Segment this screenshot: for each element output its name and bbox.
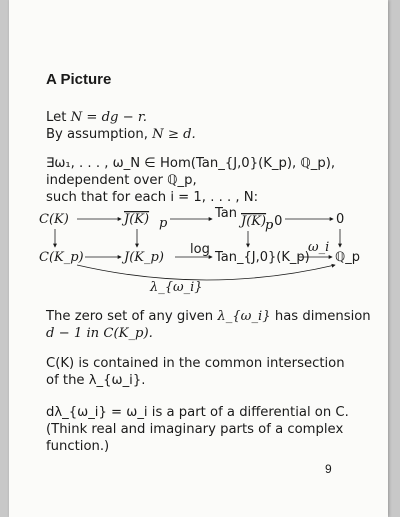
slide-title: A Picture xyxy=(46,71,112,88)
text-line-1: Let N = dg − r. xyxy=(46,110,147,125)
para3-line2: (Think real and imaginary parts of a complex xyxy=(46,422,344,437)
para3-line1: dλ_{ω_i} = ω_i is a part of a differential on C. xyxy=(46,405,349,420)
text-line-3: ∃ω₁, . . . , ω_N ∈ Hom(Tan_{J,0}(K_p), ℚ_p), xyxy=(46,156,336,171)
diagram-top-left: C(K) xyxy=(39,212,69,227)
slide-page xyxy=(9,0,388,517)
diagram-top-right-sub: J(K) xyxy=(241,214,267,229)
arrow-lambda-curve xyxy=(77,265,335,280)
diagram-top-end: 0 xyxy=(336,212,345,227)
diagram-lambda-label: λ_{ω_i} xyxy=(150,280,203,295)
diagram-bot-end: ℚ_p xyxy=(335,250,360,265)
diagram-log-label: log xyxy=(190,242,210,257)
text-line-4: independent over ℚ_p, xyxy=(46,173,197,188)
diagram-bot-right: Tan_{J,0}(K_p) xyxy=(215,250,310,265)
diagram-top-right-zero-sub: ,0 xyxy=(270,214,283,229)
page-number: 9 xyxy=(325,462,332,476)
commutative-diagram xyxy=(37,203,377,295)
diagram-top-right-label: Tan xyxy=(215,206,237,221)
para2-line1: C(K) is contained in the common intersection xyxy=(46,356,345,371)
diagram-top-right-subsub: p xyxy=(265,218,274,233)
diagram-top-mid-sub: p xyxy=(159,216,168,231)
para1-line1: The zero set of any given λ_{ω_i} has dimension xyxy=(46,309,371,324)
diagram-top-mid: J(K) xyxy=(124,212,150,227)
para1-line2: d − 1 in C(K_p). xyxy=(46,326,153,341)
text-line-2: By assumption, N ≥ d. xyxy=(46,127,196,142)
para3-line3: function.) xyxy=(46,439,110,454)
diagram-omega-label: ω_i xyxy=(308,240,330,255)
diagram-bot-mid: J(K_p) xyxy=(124,250,164,265)
para2-line2: of the λ_{ω_i}. xyxy=(46,373,146,388)
diagram-bot-left: C(K_p) xyxy=(39,250,84,265)
text-line-5: such that for each i = 1, . . . , N: xyxy=(46,190,259,205)
